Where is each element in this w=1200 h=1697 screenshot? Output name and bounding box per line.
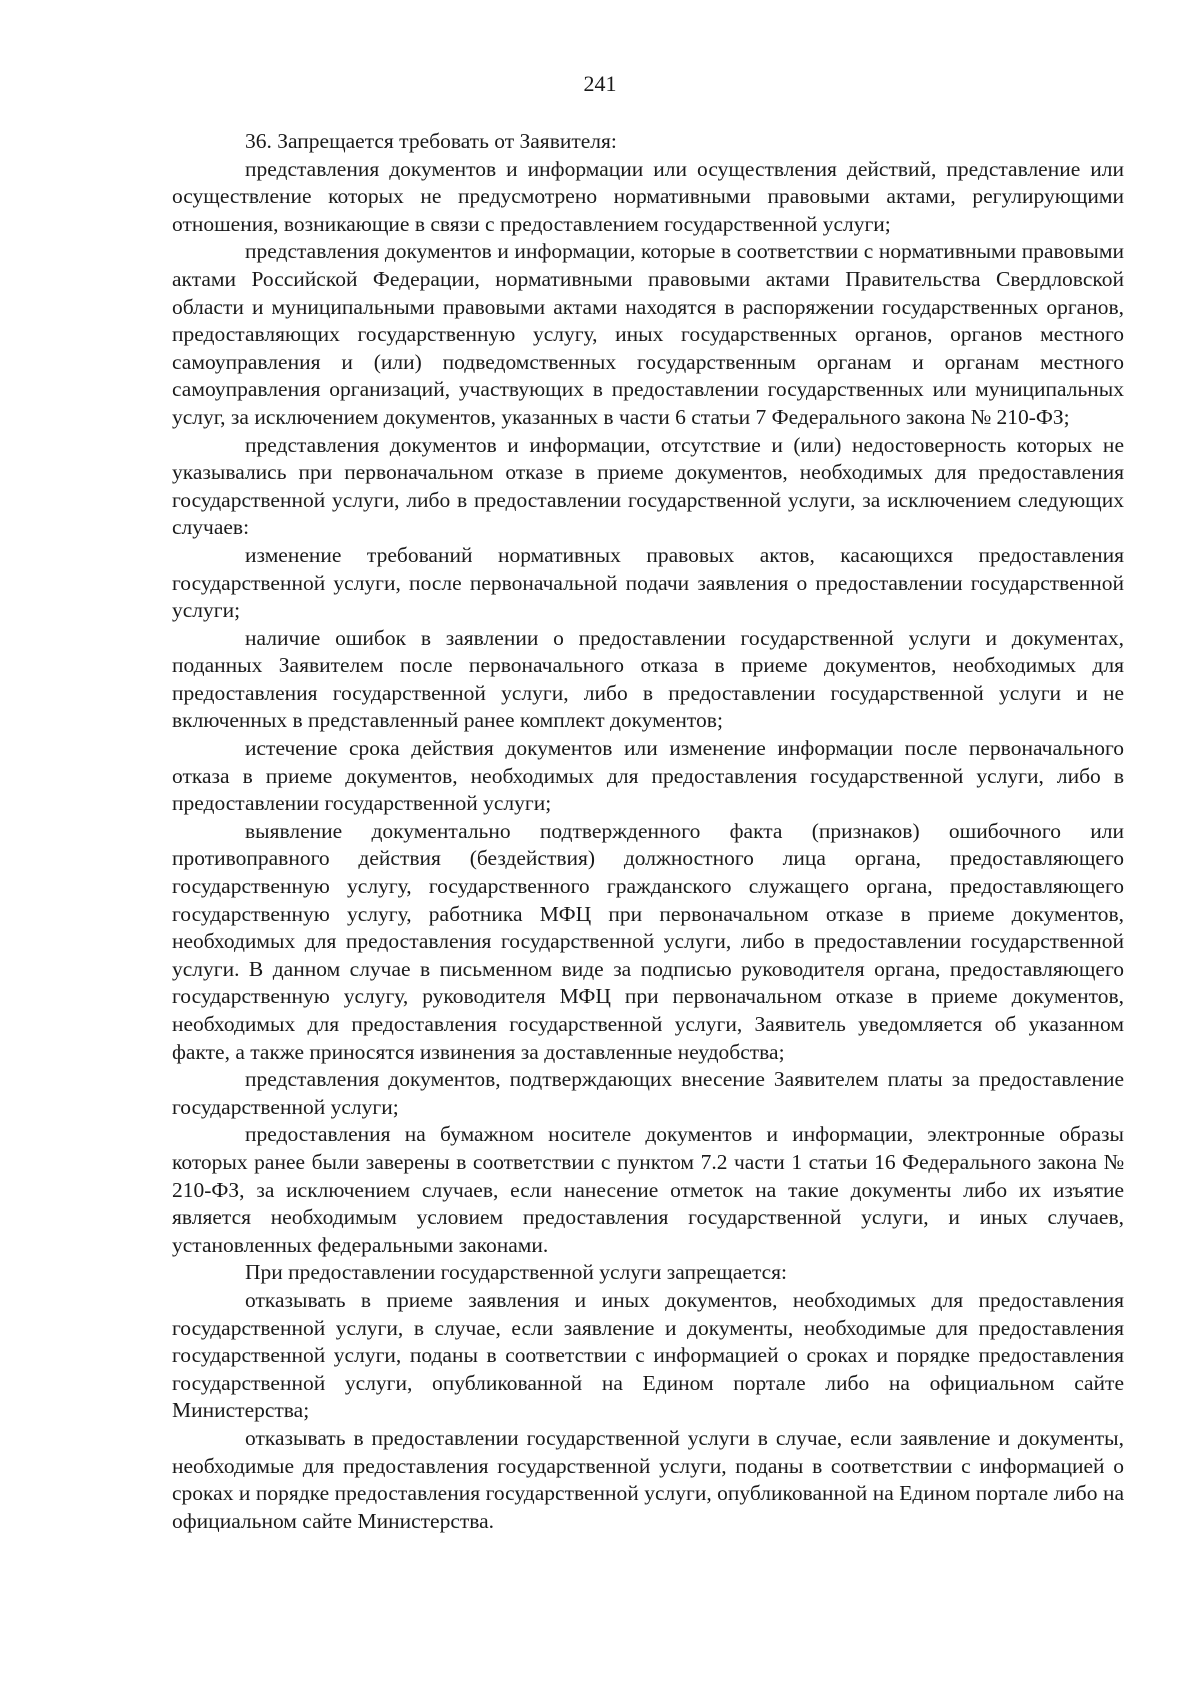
paragraph-intro: 36. Запрещается требовать от Заявителя: xyxy=(245,129,617,153)
paragraph: изменение требований нормативных правовых актов, касающихся предоставления государственной услуги, после первоначальной подачи заявления о предоставлении государственной услуги; xyxy=(172,542,1124,623)
paragraph: представления документов и информации, которые в соответствии с нормативными правовыми актами Российской Федерации, нормативными правовыми актами Правительства Свердловской области и муниципальными правовыми актами находятся в распоряжении государственных органов, предоставляющих государственную услугу, иных государственных органов, органов местного самоуправления и (или) подведомственных государственным органам и органам местного самоуправления организаций, участвующих в предоставлении государственных или муниципальных услуг, за исключением документов, указанных в части 6 статьи 7 Федерального закона № 210-ФЗ; xyxy=(172,239,1124,429)
paragraph: представления документов и информации или осуществления действий, представление или осуществление которых не предусмотрено нормативными правовыми актами, регулирующими отношения, возникающие в связи с предоставлением государственной услуги; xyxy=(172,156,1124,236)
body-text xyxy=(172,128,1124,1535)
paragraph: отказывать в приеме заявления и иных документов, необходимых для предоставления государственной услуги, в случае, если заявление и документы, необходимые для предоставления государственной услуги, поданы в соответствии с информацией о сроках и порядке предоставления государственной услуги, опубликованной на Едином портале либо на официальном сайте Министерства; xyxy=(172,1287,1124,1423)
paragraph: представления документов, подтверждающих внесение Заявителем платы за предоставление государственной услуги; xyxy=(172,1067,1124,1119)
paragraph: истечение срока действия документов или изменение информации после первоначального отказа в приеме документов, необходимых для предоставления государственной услуги, либо в предоставлении государственной услуги; xyxy=(172,736,1124,816)
paragraph: отказывать в предоставлении государственной услуги в случае, если заявление и документы, необходимые для предоставления государственной услуги, поданы в соответствии с информацией о сроках и порядке предоставления государственной услуги, опубликованной на Едином портале либо на официальном сайте Министерства. xyxy=(172,1425,1124,1533)
paragraph: предоставления на бумажном носителе документов и информации, электронные образы которых ранее были заверены в соответствии с пунктом 7.2 части 1 статьи 16 Федерального закона № 210-ФЗ, за исключением случаев, если нанесение отметок на такие документы либо их изъятие является необходимым условием предоставления государственной услуги, и иных случаев, установленных федеральными законами. xyxy=(172,1122,1124,1257)
paragraph: представления документов и информации, отсутствие и (или) недостоверность которых не указывались при первоначальном отказе в приеме документов, необходимых для предоставления государственной услуги, либо в предоставлении государственной услуги, за исключением следующих случаев: xyxy=(172,432,1124,540)
paragraph: При предоставлении государственной услуги запрещается: xyxy=(245,1260,788,1285)
paragraph: выявление документально подтвержденного факта (признаков) ошибочного или противоправного действия (бездействия) должностного лица органа, предоставляющего государственную услугу, государственного гражданского служащего органа, предоставляющего государственную услугу, работника МФЦ при первоначальном отказе в приеме документов, необходимых для предоставления государственной услуги, либо в предоставлении государственной услуги. В данном случае в письменном виде за подписью руководителя органа, предоставляющего государственную услугу, руководителя МФЦ при первоначальном отказе в приеме документов, необходимых для предоставления государственной услуги, Заявитель уведомляется об указанном факте, а также приносятся извинения за доставленные неудобства; xyxy=(172,818,1124,1064)
page-number: 241 xyxy=(583,71,617,96)
paragraph: наличие ошибок в заявлении о предоставлении государственной услуги и документах, поданных Заявителем после первоначального отказа в приеме документов, необходимых для предоставления государственной услуги, либо в предоставлении государственной услуги и не включенных в представленный ранее комплект документов; xyxy=(172,625,1124,733)
